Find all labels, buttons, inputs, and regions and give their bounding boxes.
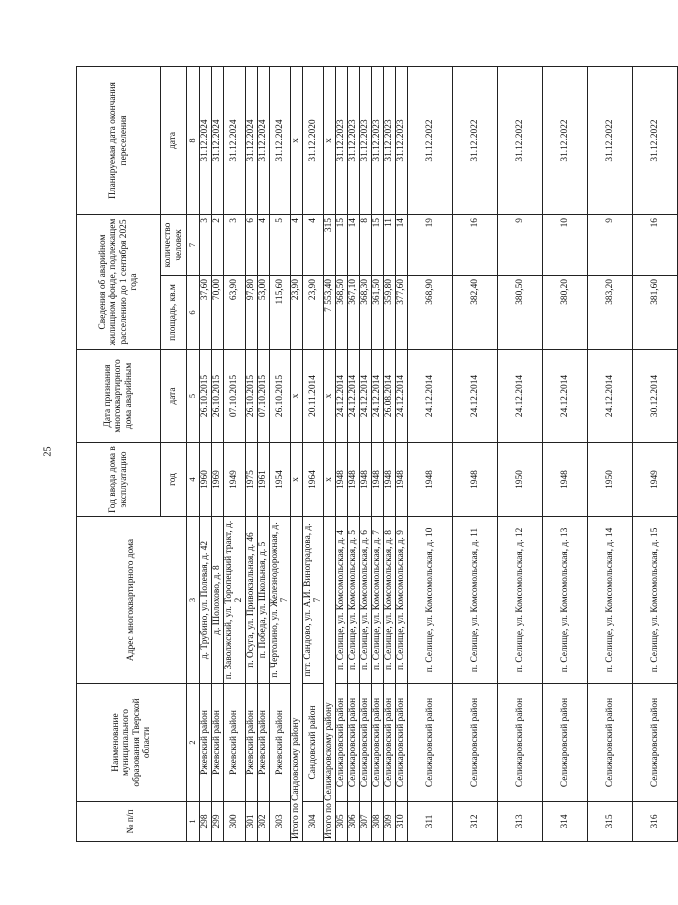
- residents-cell: 11: [383, 215, 395, 276]
- column-number: 7: [187, 215, 200, 276]
- row-number: 311: [407, 802, 452, 842]
- header-year: год: [161, 443, 187, 517]
- municipality-cell: Селижаровский район: [632, 684, 677, 802]
- year-cell: 1949: [224, 443, 246, 517]
- municipality-cell: Селижаровский район: [407, 684, 452, 802]
- municipality-cell: Селижаровский район: [383, 684, 395, 802]
- year-cell: 1948: [395, 443, 407, 517]
- emergency-date-cell: 07.10.2015: [257, 350, 269, 443]
- planned-date-cell: 31.12.2022: [407, 67, 452, 215]
- table-row: [452, 67, 497, 842]
- emergency-date-cell: 24.12.2014: [542, 350, 587, 443]
- planned-date-cell: 31.12.2024: [200, 67, 212, 215]
- area-cell: 53,00: [257, 276, 269, 350]
- area-cell: 367,10: [347, 276, 359, 350]
- emergency-date-cell: х: [291, 350, 302, 443]
- area-cell: 368,90: [407, 276, 452, 350]
- row-number: 316: [632, 802, 677, 842]
- year-cell: 1964: [302, 443, 324, 517]
- municipality-cell: Ржевский район: [200, 684, 212, 802]
- housing-table: [76, 66, 678, 842]
- area-cell: 368,50: [335, 276, 347, 350]
- row-number: 315: [587, 802, 632, 842]
- table-row: [359, 67, 371, 842]
- emergency-date-cell: 20.11.2014: [302, 350, 324, 443]
- municipality-cell: Селижаровский район: [347, 684, 359, 802]
- planned-date-cell: 31.12.2023: [359, 67, 371, 215]
- emergency-date-cell: 24.12.2014: [347, 350, 359, 443]
- header-emergency-group: Дата признания многоквартирного дома аварийным: [77, 350, 161, 443]
- planned-date-cell: 31.12.2020: [302, 67, 324, 215]
- year-cell: 1948: [383, 443, 395, 517]
- planned-date-cell: 31.12.2024: [269, 67, 291, 215]
- address-cell: пгт. Сандово, ул. А.И. Виноградова, д. 7: [302, 517, 324, 684]
- column-number: 6: [187, 276, 200, 350]
- address-cell: п. Селище, ул. Комсомольская, д. 6: [359, 517, 371, 684]
- emergency-date-cell: 24.12.2014: [359, 350, 371, 443]
- residents-cell: 15: [335, 215, 347, 276]
- municipality-cell: Ржевский район: [224, 684, 246, 802]
- table-row: [245, 67, 257, 842]
- year-cell: 1948: [335, 443, 347, 517]
- total-row: [291, 67, 302, 842]
- address-cell: п. Селище, ул. Комсомольская, д. 5: [347, 517, 359, 684]
- area-cell: 23,90: [291, 276, 302, 350]
- row-number: 308: [371, 802, 383, 842]
- emergency-date-cell: х: [324, 350, 335, 443]
- table-row: [587, 67, 632, 842]
- header-num: № п/п: [77, 802, 187, 842]
- emergency-date-cell: 26.10.2015: [269, 350, 291, 443]
- emergency-date-cell: 26.10.2015: [200, 350, 212, 443]
- address-cell: п. Селище, ул. Комсомольская, д. 9: [395, 517, 407, 684]
- year-cell: 1975: [245, 443, 257, 517]
- address-cell: п. Осуга, ул. Привокзальная, д. 46: [245, 517, 257, 684]
- area-cell: 383,20: [587, 276, 632, 350]
- row-number: 299: [212, 802, 224, 842]
- planned-date-cell: 31.12.2023: [347, 67, 359, 215]
- emergency-date-cell: 24.12.2014: [587, 350, 632, 443]
- year-cell: 1954: [269, 443, 291, 517]
- table-row: [407, 67, 452, 842]
- address-cell: п. Селище, ул. Комсомольская, д. 11: [452, 517, 497, 684]
- planned-date-cell: 31.12.2023: [383, 67, 395, 215]
- residents-cell: 15: [371, 215, 383, 276]
- planned-date-cell: 31.12.2024: [257, 67, 269, 215]
- residents-cell: 19: [407, 215, 452, 276]
- row-number: 307: [359, 802, 371, 842]
- year-cell: 1948: [452, 443, 497, 517]
- planned-date-cell: 31.12.2023: [395, 67, 407, 215]
- area-cell: 23,90: [302, 276, 324, 350]
- row-number: 304: [302, 802, 324, 842]
- year-cell: 1960: [200, 443, 212, 517]
- municipality-cell: Селижаровский район: [335, 684, 347, 802]
- table-row: [257, 67, 269, 842]
- row-number: 309: [383, 802, 395, 842]
- area-cell: 97,80: [245, 276, 257, 350]
- row-number: 303: [269, 802, 291, 842]
- column-number: 2: [187, 684, 200, 802]
- table-row: [395, 67, 407, 842]
- planned-date-cell: 31.12.2022: [497, 67, 542, 215]
- year-cell: х: [291, 443, 302, 517]
- emergency-date-cell: 26.10.2015: [212, 350, 224, 443]
- year-cell: 1961: [257, 443, 269, 517]
- address-cell: п. Селище, ул. Комсомольская, д. 10: [407, 517, 452, 684]
- year-cell: х: [324, 443, 335, 517]
- row-number: 302: [257, 802, 269, 842]
- emergency-date-cell: 24.12.2014: [407, 350, 452, 443]
- header-housing-group: Сведения об аварийном жилищном фонде, подлежащем расселению до 1 сентября 2025 года: [77, 215, 161, 350]
- municipality-cell: Селижаровский район: [371, 684, 383, 802]
- table-row: [335, 67, 347, 842]
- table-row: [347, 67, 359, 842]
- row-number: 301: [245, 802, 257, 842]
- municipality-cell: Ржевский район: [269, 684, 291, 802]
- page-number: 25: [42, 446, 54, 457]
- address-cell: п. Заволжский, ул. Торопецкий тракт, д. 2: [224, 517, 246, 684]
- municipality-cell: Селижаровский район: [452, 684, 497, 802]
- planned-date-cell: 31.12.2023: [335, 67, 347, 215]
- row-number: 306: [347, 802, 359, 842]
- address-cell: п. Селище, ул. Комсомольская, д. 12: [497, 517, 542, 684]
- row-number: 298: [200, 802, 212, 842]
- table-body: [200, 67, 678, 842]
- header-planned-group: Планируемая дата окончания переселения: [77, 67, 161, 215]
- municipality-cell: Сандовский район: [302, 684, 324, 802]
- table-row: [224, 67, 246, 842]
- emergency-date-cell: 30.12.2014: [632, 350, 677, 443]
- residents-cell: 14: [347, 215, 359, 276]
- address-cell: п. Победа, ул. Школьная, д. 5: [257, 517, 269, 684]
- municipality-cell: Ржевский район: [245, 684, 257, 802]
- year-cell: 1948: [371, 443, 383, 517]
- address-cell: п. Селище, ул. Комсомольская, д. 4: [335, 517, 347, 684]
- residents-cell: 3: [200, 215, 212, 276]
- municipality-cell: Ржевский район: [212, 684, 224, 802]
- table-row: [371, 67, 383, 842]
- table-row: [269, 67, 291, 842]
- row-number: 313: [497, 802, 542, 842]
- planned-date-cell: 31.12.2023: [371, 67, 383, 215]
- planned-date-cell: 31.12.2024: [212, 67, 224, 215]
- residents-cell: 16: [452, 215, 497, 276]
- residents-cell: 5: [269, 215, 291, 276]
- residents-cell: 8: [359, 215, 371, 276]
- year-cell: 1950: [587, 443, 632, 517]
- header-area: площадь, кв.м: [161, 276, 187, 350]
- table-row: [632, 67, 677, 842]
- table-row: [212, 67, 224, 842]
- area-cell: 37,60: [200, 276, 212, 350]
- header-planned-date: дата: [161, 67, 187, 215]
- residents-cell: 14: [395, 215, 407, 276]
- residents-cell: 9: [587, 215, 632, 276]
- residents-cell: 10: [542, 215, 587, 276]
- area-cell: 380,50: [497, 276, 542, 350]
- planned-date-cell: 31.12.2024: [224, 67, 246, 215]
- row-number: 310: [395, 802, 407, 842]
- column-number: 8: [187, 67, 200, 215]
- emergency-date-cell: 24.12.2014: [497, 350, 542, 443]
- header-year-group: Год ввода дома в эксплуатацию: [77, 443, 161, 517]
- column-number: 1: [187, 802, 200, 842]
- residents-cell: 4: [302, 215, 324, 276]
- row-number: 305: [335, 802, 347, 842]
- column-number: 5: [187, 350, 200, 443]
- municipality-cell: Селижаровский район: [497, 684, 542, 802]
- table-row: [302, 67, 324, 842]
- total-row: [324, 67, 335, 842]
- address-cell: п. Чертолино, ул. Железнодорожная, д. 7: [269, 517, 291, 684]
- municipality-cell: Селижаровский район: [359, 684, 371, 802]
- total-label: Итого по Сандовскому району: [291, 517, 302, 842]
- area-cell: 381,60: [632, 276, 677, 350]
- area-cell: 70,00: [212, 276, 224, 350]
- emergency-date-cell: 26.08.2014: [383, 350, 395, 443]
- residents-cell: 9: [497, 215, 542, 276]
- residents-cell: 2: [212, 215, 224, 276]
- table-row: [200, 67, 212, 842]
- emergency-date-cell: 24.12.2014: [335, 350, 347, 443]
- residents-cell: 315: [324, 215, 335, 276]
- row-number: 300: [224, 802, 246, 842]
- column-number: 3: [187, 517, 200, 684]
- row-number: 314: [542, 802, 587, 842]
- residents-cell: 6: [245, 215, 257, 276]
- planned-date-cell: 31.12.2022: [587, 67, 632, 215]
- emergency-date-cell: 07.10.2015: [224, 350, 246, 443]
- year-cell: 1950: [497, 443, 542, 517]
- column-number: 4: [187, 443, 200, 517]
- residents-cell: 4: [291, 215, 302, 276]
- address-cell: п. Селище, ул. Комсомольская, д. 15: [632, 517, 677, 684]
- residents-cell: 4: [257, 215, 269, 276]
- address-cell: д. Трубино, ул. Полевая, д. 42: [200, 517, 212, 684]
- area-cell: 359,80: [383, 276, 395, 350]
- table-row: [383, 67, 395, 842]
- address-cell: п. Селище, ул. Комсомольская, д. 7: [371, 517, 383, 684]
- header-municipality: Наименование муниципального образования Тверской области: [77, 684, 187, 802]
- header-residents: количество человек: [161, 215, 187, 276]
- residents-cell: 16: [632, 215, 677, 276]
- header-address: Адрес многоквартирного дома: [77, 517, 187, 684]
- area-cell: 63,90: [224, 276, 246, 350]
- row-number: 312: [452, 802, 497, 842]
- address-cell: п. Селище, ул. Комсомольская, д. 13: [542, 517, 587, 684]
- table-row: [542, 67, 587, 842]
- emergency-date-cell: 26.10.2015: [245, 350, 257, 443]
- year-cell: 1948: [407, 443, 452, 517]
- municipality-cell: Селижаровский район: [542, 684, 587, 802]
- planned-date-cell: 31.12.2024: [245, 67, 257, 215]
- year-cell: 1949: [632, 443, 677, 517]
- area-cell: 382,40: [452, 276, 497, 350]
- planned-date-cell: 31.12.2022: [632, 67, 677, 215]
- address-cell: п. Селище, ул. Комсомольская, д. 8: [383, 517, 395, 684]
- planned-date-cell: 31.12.2022: [542, 67, 587, 215]
- planned-date-cell: х: [291, 67, 302, 215]
- area-cell: 361,50: [371, 276, 383, 350]
- address-cell: д. Шолохово, д. 8: [212, 517, 224, 684]
- residents-cell: 3: [224, 215, 246, 276]
- area-cell: 368,30: [359, 276, 371, 350]
- table-row: [497, 67, 542, 842]
- year-cell: 1969: [212, 443, 224, 517]
- emergency-date-cell: 24.12.2014: [395, 350, 407, 443]
- area-cell: 115,60: [269, 276, 291, 350]
- table-container: [76, 67, 660, 842]
- planned-date-cell: х: [324, 67, 335, 215]
- municipality-cell: Селижаровский район: [587, 684, 632, 802]
- area-cell: 377,60: [395, 276, 407, 350]
- area-cell: 7 553,40: [324, 276, 335, 350]
- emergency-date-cell: 24.12.2014: [371, 350, 383, 443]
- header-emergency-date: дата: [161, 350, 187, 443]
- planned-date-cell: 31.12.2022: [452, 67, 497, 215]
- municipality-cell: Ржевский район: [257, 684, 269, 802]
- emergency-date-cell: 24.12.2014: [452, 350, 497, 443]
- year-cell: 1948: [359, 443, 371, 517]
- municipality-cell: Селижаровский район: [395, 684, 407, 802]
- year-cell: 1948: [347, 443, 359, 517]
- total-label: Итого по Селижаровскому району: [324, 517, 335, 842]
- address-cell: п. Селище, ул. Комсомольская, д. 14: [587, 517, 632, 684]
- year-cell: 1948: [542, 443, 587, 517]
- area-cell: 380,20: [542, 276, 587, 350]
